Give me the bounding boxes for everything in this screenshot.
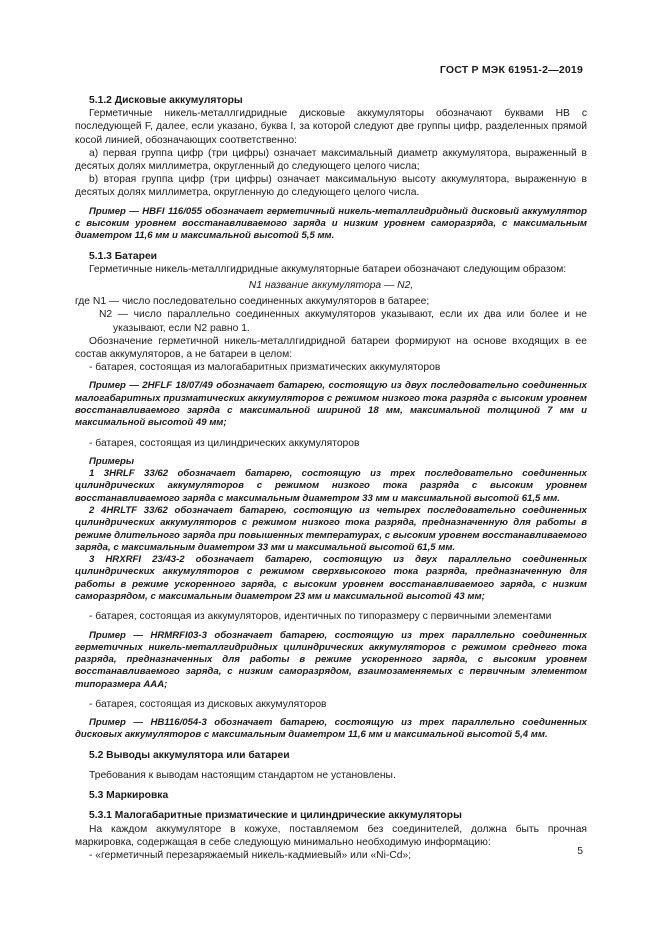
section-5-1-2-item-a: a) первая группа цифр (три цифры) означает максимальный диаметр аккумулятора, выраженный в десятых долях миллиметра, округленный до следующего целого числа; (75, 147, 587, 173)
where-n1: где N1 — число последовательно соединенных аккумуляторов в батарее; (75, 296, 430, 308)
section-5-1-2-para: Герметичные никель-металлгидридные дисковые аккумуляторы обозначают буквами НВ с последующей F, далее, если указано, буква I, за которой следуют две группы цифр, разделенных прямой косой линией, обозначающих соответственно: (75, 108, 587, 146)
section-5-3-1-para: На каждом аккумуляторе в кожухе, поставляемом без соединителей, должна быть прочная маркировка, содержащая в себе следующую минимально необходимую информацию: (75, 823, 587, 848)
page-number: 5 (577, 846, 583, 857)
examples-heading: Примеры (89, 455, 135, 467)
list-item-primary-size: - батарея, состоящая из аккумуляторов, идентичных по типоразмеру с первичными элементами (89, 611, 552, 623)
section-5-1-2-example: Пример — HBFI 116/055 обозначает герметичный никель-металлгидридный дисковый аккумулятор с высоким уровнем восстанавливаемого заряда и низким уровнем саморазряда, с максимальным диаметром 11,6 мм и максимальной высотой 5,5 мм. (75, 205, 587, 242)
list-item-button-cells: - батарея, состоящая из дисковых аккумуляторов (89, 698, 327, 710)
section-5-2-title: 5.2 Выводы аккумулятора или батареи (89, 749, 290, 761)
example-cylindrical-1: 1 3HRLF 33/62 обозначает батарею, состоящую из трех последовательно соединенных цилиндрических аккумуляторов с режимом низкого тока разряда с высоким уровнем восстанавливаемого заряда с максимальным диаметром 33 мм и максимальной высотой 61,5 мм. (75, 468, 587, 504)
section-5-2-para: Требования к выводам настоящим стандартом не установлены. (89, 769, 396, 781)
section-5-1-2-title: 5.1.2 Дисковые аккумуляторы (89, 95, 243, 106)
where-n2: N2 — число параллельно соединенных аккумуляторов указывают, если их два или более и не указывают, если N2 равно 1. (99, 309, 587, 334)
designation-formula: N1 название аккумулятора — N2, (248, 279, 414, 291)
section-5-1-3-para2: Обозначение герметичной никель-металлгидридной батареи формируют на основе входящих в ее состав аккумуляторов, а не батареи в целом: (75, 335, 587, 360)
list-item-prismatic: - батарея, состоящая из малогабаритных призматических аккумуляторов (89, 362, 441, 374)
section-5-1-2-item-b: b) вторая группа цифр (три цифры) означает максимальную высоту аккумулятора, выраженную в десятых долях миллиметра, округленную до следующего целого числа. (75, 174, 587, 199)
example-cylindrical-2: 2 4HRLTF 33/62 обозначает батарею, состоящую из четырех последовательно соединенных цилиндрических аккумуляторов с режимом низкого тока разряда, предназначенную для работы в режиме длительного заряда при повышенных температурах, с высоким уровнем восстанавливаемого заряда, с максимальным диаметром 33 мм и максимальной высотой 61,5 мм. (75, 504, 587, 553)
example-prismatic: Пример — 2HFLF 18/07/49 обозначает батарею, состоящую из двух последовательно соединенных малогабаритных призматических аккумуляторов с режимом низкого тока разряда с высоким уровнем восстанавливаемого заряда с максимальной шириной 18 мм, максимальной толщиной 7 мм и максимальной высотой 49 мм; (75, 380, 587, 429)
list-item-nicd: - «герметичный перезаряжаемый никель-кадмиевый» или «Ni-Cd»; (89, 850, 412, 861)
list-item-cylindrical: - батарея, состоящая из цилиндрических аккумуляторов (89, 437, 360, 449)
section-5-3-title: 5.3 Маркировка (89, 790, 169, 802)
section-5-1-3-title: 5.1.3 Батареи (89, 250, 158, 262)
example-button-cells: Пример — HB116/054-3 обозначает батарею, состоящую из трех параллельно соединенных дисковых аккумуляторов с максимальным диаметром 11,6 мм и максимальной высотой 5,4 мм. (75, 717, 587, 741)
document-header: ГОСТ Р МЭК 61951-2—2019 (439, 64, 583, 76)
example-primary-size: Пример — HRMRFI03-3 обозначает батарею, состоящую из трех параллельно соединенных герметичных никель-металлгидридных цилиндрических аккумуляторов с режимом среднего тока разряда, предназначенных для работы в режиме ускоренного заряда, с высоким уровнем восстанавливаемого заряда, с низким саморазрядом, взаимозаменяемых с первичным элементом типоразмера AAA; (75, 629, 587, 690)
section-5-1-3-para: Герметичные никель-металлгидридные аккумуляторные батареи обозначают следующим образом: (89, 263, 567, 275)
example-cylindrical-3: 3 HRXRFI 23/43-2 обозначает батарею, состоящую из двух параллельно соединенных цилиндрических аккумуляторов с режимом сверхвысокого тока разряда, предназначенную для работы в режиме ускоренного заряда, с высоким уровнем восстанавливаемого заряда, с низким саморазрядом, с максимальным диаметром 23 мм и максимальной высотой 43 мм; (75, 554, 587, 602)
section-5-3-1-title: 5.3.1 Малогабаритные призматические и цилиндрические аккумуляторы (89, 810, 462, 822)
document-body (75, 94, 587, 862)
